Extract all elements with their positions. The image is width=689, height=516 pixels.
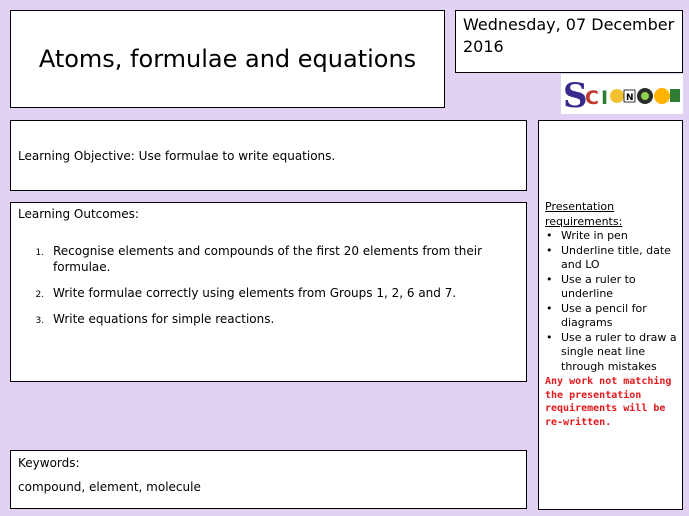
learning-objective-text: Learning Objective: Use formulae to write equations.	[18, 149, 336, 163]
date-text: Wednesday, 07 December 2016	[463, 15, 675, 56]
presentation-requirements-box	[538, 120, 683, 510]
keywords-heading: Keywords:	[18, 456, 80, 470]
presentation-item: • Use a ruler to underline	[559, 273, 678, 302]
science-logo	[561, 74, 683, 114]
svg-text:N: N	[626, 93, 634, 103]
date-box	[455, 10, 683, 73]
outcome-item: 3. Write equations for simple reactions.	[47, 311, 519, 327]
learning-outcomes-list	[18, 243, 519, 327]
keywords-box	[10, 450, 527, 509]
title-box	[10, 10, 445, 108]
outcome-item: 1. Recognise elements and compounds of the first 20 elements from their formulae.	[47, 243, 519, 275]
presentation-heading: Presentation requirements:	[545, 200, 623, 228]
svg-text:S: S	[563, 76, 588, 114]
learning-outcomes-heading: Learning Outcomes:	[18, 207, 139, 221]
svg-text:C: C	[585, 87, 599, 109]
presentation-list	[545, 229, 678, 374]
svg-text:I: I	[601, 87, 609, 109]
page-title: Atoms, formulae and equations	[38, 45, 417, 73]
presentation-warning: Any work not matching the presentation requirements will be re-written.	[545, 376, 672, 428]
presentation-item: • Use a ruler to draw a single neat line through mistakes	[559, 331, 678, 375]
learning-outcomes-box	[10, 202, 527, 382]
presentation-item: • Underline title, date and LO	[559, 244, 678, 273]
presentation-item: • Write in pen	[559, 229, 678, 244]
outcome-item: 2. Write formulae correctly using elements from Groups 1, 2, 6 and 7.	[47, 285, 519, 301]
keywords-text: compound, element, molecule	[18, 480, 201, 494]
learning-objective-box	[10, 120, 527, 191]
presentation-item: • Use a pencil for diagrams	[559, 302, 678, 331]
